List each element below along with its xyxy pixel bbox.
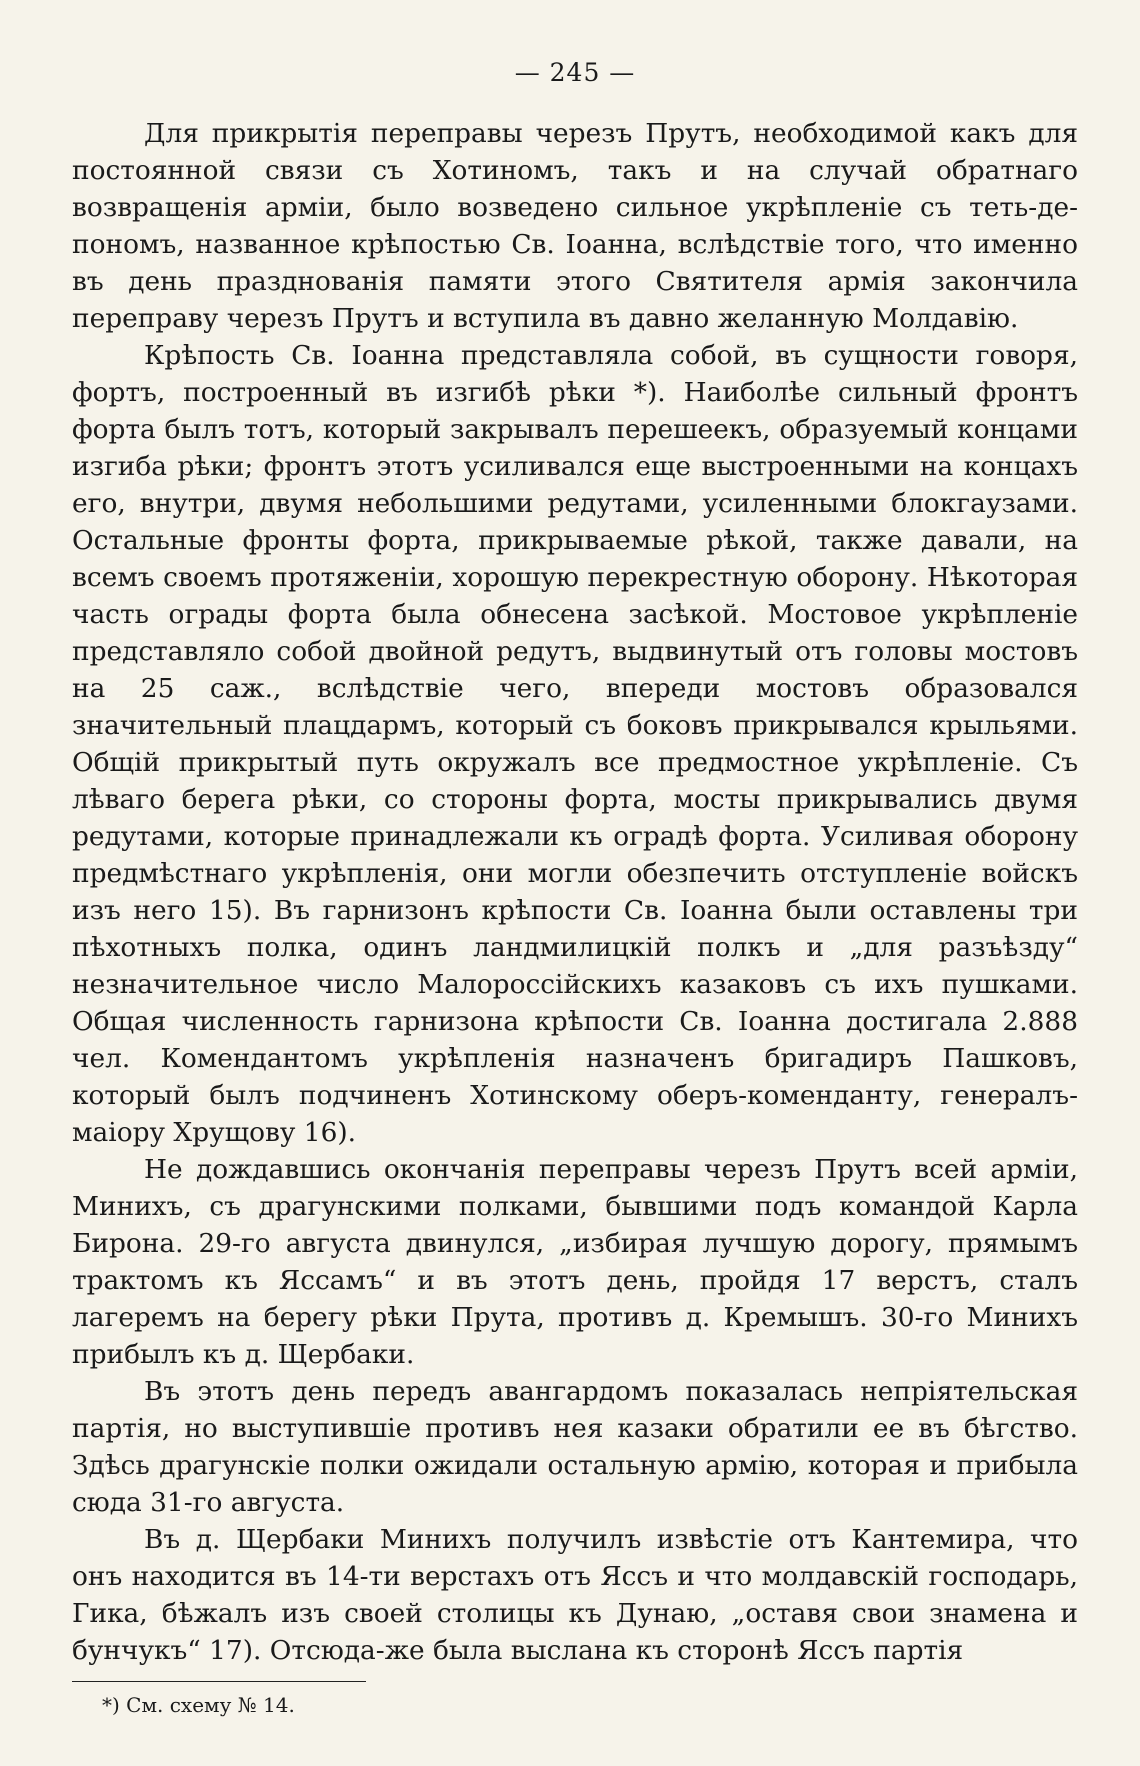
document-page	[72, 60, 1078, 1720]
body-text	[72, 115, 1078, 1669]
paragraph-4: Въ этотъ день передъ авангардомъ показалась непріятельская партія, но выступившіе противъ нея казаки обратили ее въ бѣгство. Здѣсь драгунскіе полки ожидали остальную армію, которая и прибыла сюда 31-го августа.	[72, 1376, 1078, 1518]
paragraph-3: Не дождавшись окончанія переправы черезъ Прутъ всей арміи, Минихъ, съ драгунскими полками, бывшими подъ командой Карла Бирона. 29-го августа двинулся, „избирая лучшую дорогу, прямымъ трактомъ къ Яссамъ“ и въ этотъ день, пройдя 17 верстъ, сталъ лагеремъ на берегу рѣки Прута, противъ д. Кремышъ. 30-го Минихъ прибылъ къ д. Щербаки.	[72, 1154, 1078, 1370]
paragraph-5: Въ д. Щербаки Минихъ получилъ извѣстіе отъ Кантемира, что онъ находится въ 14-ти верстахъ отъ Яссъ и что молдавскій господарь, Гика, бѣжалъ изъ своей столицы къ Дунаю, „оставя свои знамена и бунчукъ“ 17). Отсюда-же была выслана къ сторонѣ Яссъ партія	[72, 1524, 1078, 1666]
paragraph-2: Крѣпость Св. Іоанна представляла собой, въ сущности говоря, фортъ, построенный въ изгибѣ рѣки *). Наиболѣе сильный фронтъ форта былъ тотъ, который закрывалъ перешеекъ, образуемый концами изгиба рѣки; фронтъ этотъ усиливался еще выстроенными на концахъ его, внутри, двумя небольшими редутами, усиленными блокгаузами. Остальные фронты форта, прикрываемые рѣкой, также давали, на всемъ своемъ протяженіи, хорошую перекрестную оборону. Нѣкоторая часть ограды форта была обнесена засѣкой. Мостовое укрѣпленіе представляло собой двойной редутъ, выдвинутый отъ головы мостовъ на 25 саж., вслѣдствіе чего, впереди мостовъ образовался значительный плацдармъ, который съ боковъ прикрывался крыльями. Общій прикрытый путь окружалъ все предмостное укрѣпленіе. Съ лѣваго берега рѣки, со стороны форта, мосты прикрывались двумя редутами, которые принадлежали къ оградѣ форта. Усиливая оборону предмѣстнаго укрѣпленія, они могли обезпечить отступленіе войскъ изъ него 15). Въ гарнизонъ крѣпости Св. Іоанна были оставлены три пѣхотныхъ полка, одинъ ландмилицкій полкъ и „для разъѣзду“ незначительное число Малороссійскихъ казаковъ съ ихъ пушками. Общая численность гарнизона крѣпости Св. Іоанна достигала 2.888 чел. Комендантомъ укрѣпленія назначенъ бригадиръ Пашковъ, который былъ подчиненъ Хотинскому оберъ-коменданту, генералъ-маіору Хрущову 16).	[72, 340, 1078, 1148]
footnote-divider	[72, 1681, 366, 1682]
page-number: — 245 —	[514, 58, 636, 87]
paragraph-1: Для прикрытія переправы черезъ Прутъ, необходимой какъ для постоянной связи съ Хотиномъ, такъ и на случай обратнаго возвращенія арміи, было возведено сильное укрѣпленіе съ теть-де-пономъ, названное крѣпостью Св. Іоанна, вслѣдствіе того, что именно въ день празднованія памяти этого Святителя армія закончила переправу черезъ Прутъ и вступила въ давно желанную Молдавію.	[72, 118, 1078, 334]
footnote: *) См. схему № 14.	[102, 1693, 295, 1717]
